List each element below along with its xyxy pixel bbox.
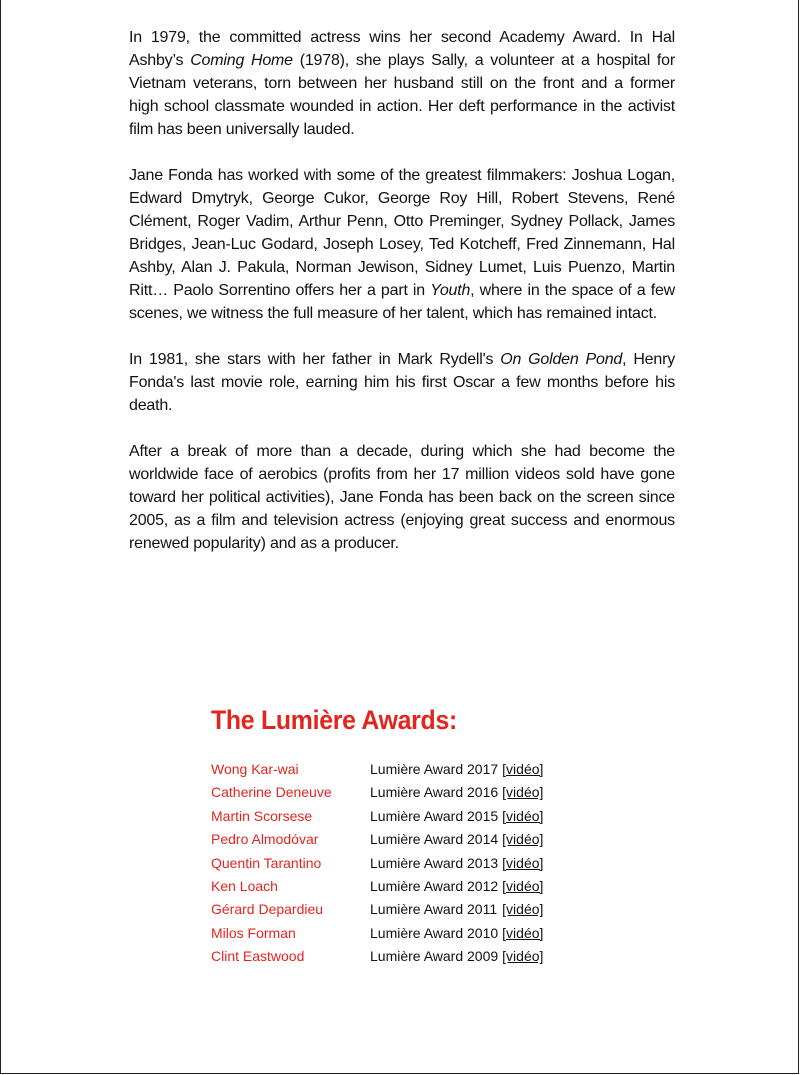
laureate-link[interactable]: Pedro Almodóvar (211, 831, 319, 848)
award-year: Lumière Award 2013 (370, 854, 499, 871)
award-row (211, 805, 543, 828)
award-year: Lumière Award 2011 (370, 901, 498, 918)
award-row (211, 898, 543, 921)
bio-text: In 1979, the committed actress wins her second Academy Award. In Hal Ashby’s (129, 29, 675, 69)
awards-table (211, 758, 543, 969)
award-year: Lumière Award 2009 (370, 948, 499, 965)
video-cell (502, 875, 543, 898)
bio-text: In 1981, she stars with her father in Mark Rydell's (129, 351, 501, 368)
video-link[interactable]: [vidéo] (502, 761, 544, 777)
bio-text: (1978), she plays Sally, a volunteer at a hospital for Vietnam veterans, torn between her husband still on the front and a former high school classmate wounded in action. Her deft performance in the activist film has been universally lauded. (129, 52, 675, 138)
award-row (211, 828, 543, 851)
bio-paragraph-filmmakers (129, 164, 675, 325)
award-year: Lumière Award 2014 (370, 831, 499, 848)
laureate-link[interactable]: Milos Forman (211, 924, 296, 941)
lumiere-awards-section (211, 700, 631, 969)
award-row (211, 922, 543, 945)
award-row (211, 875, 543, 898)
video-cell (502, 781, 543, 804)
video-link[interactable]: [vidéo] (502, 948, 544, 965)
video-link[interactable]: [vidéo] (502, 784, 544, 801)
video-cell (502, 922, 543, 945)
video-cell (502, 828, 543, 851)
award-row (211, 758, 543, 781)
award-year: Lumière Award 2010 (370, 924, 499, 941)
video-link[interactable]: [vidéo] (502, 854, 544, 871)
video-cell (502, 898, 543, 921)
laureate-link[interactable]: Catherine Deneuve (211, 784, 332, 801)
video-cell (502, 805, 543, 828)
video-link[interactable]: [vidéo] (502, 878, 544, 895)
laureate-link[interactable]: Gérard Depardieu (211, 901, 324, 918)
bio-paragraph-golden-pond (129, 348, 675, 417)
biography-text (129, 26, 675, 578)
award-row (211, 945, 543, 968)
laureate-link[interactable]: Martin Scorsese (211, 807, 313, 824)
bio-paragraph-comeback: After a break of more than a decade, during which she had become the worldwide face of aerobics (profits from her 17 million videos sold have gone toward her political activities), Jane Fonda has been back on the screen since 2005, as a film and television actress (enjoying great success and enormous renewed popularity) and as a producer. (129, 443, 675, 552)
bio-text: Jane Fonda has worked with some of the greatest filmmakers: Joshua Logan, Edward Dmytryk, George Cukor, George Roy Hill, Robert Stevens, René Clément, Roger Vadim, Arthur Penn, Otto Preminger, Sydney Pollack, James Bridges, Jean-Luc Godard, Joseph Losey, Ted Kotcheff, Fred Zinnemann, Hal Ashby, Alan J. Pakula, Norman Jewison, Sidney Lumet, Luis Puenzo, Martin Ritt… Paolo Sorrentino offers her a part in (129, 167, 675, 299)
video-link[interactable]: [vidéo] (502, 807, 544, 824)
film-title: Youth (430, 282, 471, 299)
award-year: Lumière Award 2016 (370, 784, 499, 801)
laureate-link[interactable]: Quentin Tarantino (211, 854, 322, 871)
laureate-link[interactable]: Ken Loach (211, 878, 278, 895)
film-title: Coming Home (190, 52, 293, 69)
laureate-link[interactable]: Wong Kar-wai (211, 761, 299, 777)
video-link[interactable]: [vidéo] (502, 831, 544, 848)
bio-paragraph-coming-home (129, 26, 675, 141)
bio-text: , where in the space of a few scenes, we witness the full measure of her talent, which has remained intact. (129, 282, 676, 322)
video-link[interactable]: [vidéo] (502, 901, 544, 918)
video-cell (502, 852, 543, 875)
laureate-link[interactable]: Clint Eastwood (211, 948, 305, 965)
award-row (211, 852, 543, 875)
award-row (211, 781, 543, 804)
film-title: On Golden Pond (500, 351, 623, 368)
award-year: Lumière Award 2015 (370, 807, 499, 824)
video-cell (502, 945, 543, 968)
award-year: Lumière Award 2017 (370, 761, 499, 777)
awards-table-body (211, 758, 543, 969)
award-year: Lumière Award 2012 (370, 878, 499, 895)
awards-heading: The Lumière Awards: (211, 705, 457, 735)
bio-text: , Henry Fonda's last movie role, earning him his first Oscar a few months before his death. (129, 351, 675, 414)
video-link[interactable]: [vidéo] (502, 924, 544, 941)
video-cell (502, 758, 543, 781)
